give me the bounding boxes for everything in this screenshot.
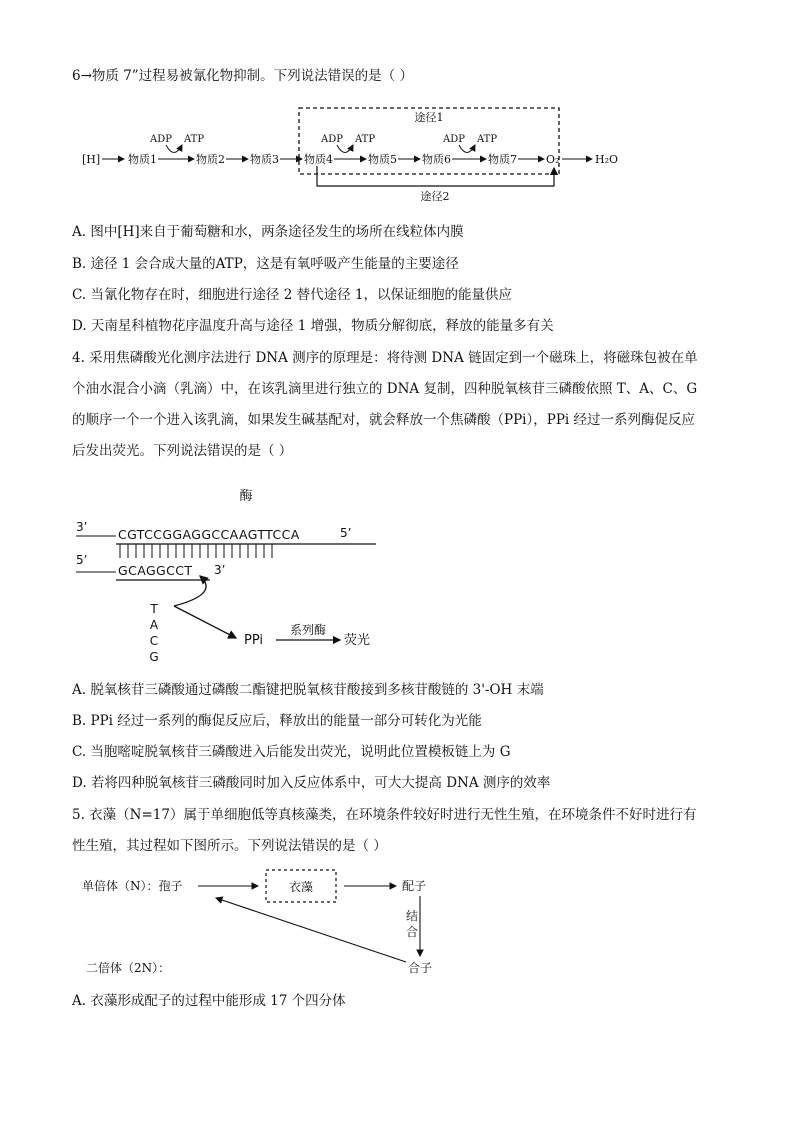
q4-stem-line1: 4. 采用焦磷酸光化测序法进行 DNA 测序的原理是：将待测 DNA 链固定到一个磁珠上，将磁珠包被在单 (72, 350, 698, 366)
pyrosequencing-diagram (70, 484, 400, 674)
o2-label: O₂ (546, 153, 560, 166)
substance1: 物质1 (128, 153, 157, 166)
chlamydomonas-life-cycle-diagram (70, 864, 470, 984)
diploid-label: 二倍体（2N）： (86, 961, 171, 975)
substance7: 物质7 (488, 153, 517, 166)
h-label: [H] (82, 153, 101, 166)
q3-option-c: C. 当氰化物存在时，细胞进行途径 2 替代途径 1，以保证细胞的能量供应 (72, 287, 512, 303)
adp-label-1: ADP (150, 134, 172, 145)
q5-stem-line1: 5. 衣藻（N=17）属于单细胞低等真核藻类，在环境条件较好时进行无性生殖，在环境条件不好时进行有 (72, 807, 697, 823)
ppi-label: PPi (244, 633, 264, 648)
primer-sequence: GCAGGCCT (118, 563, 193, 578)
q4-stem-line2: 个油水混合小滴（乳滴）中，在该乳滴里进行独立的 DNA 复制，四种脱氧核苷三磷酸依照 T、A、C、G (72, 381, 698, 397)
h2o-label: H₂O (595, 153, 619, 166)
chlamydomonas-label: 衣藻 (288, 880, 314, 894)
substance2: 物质2 (196, 153, 225, 166)
q3-option-a: A. 图中[H]来自于葡萄糖和水，两条途径发生的场所在线粒体内膜 (72, 224, 464, 240)
q3-option-d: D. 天南星科植物花序温度升高与途径 1 增强，物质分解彻底，释放的能量多有关 (72, 318, 554, 334)
nucleotide-g: G (149, 650, 159, 664)
q3-option-b: B. 途径 1 会合成大量的ATP，这是有氧呼吸产生能量的主要途径 (72, 256, 459, 272)
enzyme-label: 酶 (239, 489, 253, 504)
substance3: 物质3 (250, 153, 279, 166)
q5-stem-line2: 性生殖，其过程如下图所示。下列说法错误的是（ ） (72, 838, 387, 854)
substance6: 物质6 (422, 153, 451, 166)
question-intro: 6→物质 7”过程易被氰化物抑制。下列说法错误的是（ ） (72, 68, 413, 84)
q4-option-b: B. PPi 经过一系列的酶促反应后，释放出的能量一部分可转化为光能 (72, 713, 482, 729)
zygote-label: 合子 (408, 961, 433, 975)
bottom-strand-tail-label: 3’ (214, 563, 226, 577)
substance4: 物质4 (304, 153, 333, 166)
nucleotide-c: C (149, 634, 159, 648)
base-pair-ticks (120, 544, 272, 558)
q4-option-d: D. 若将四种脱氧核苷三磷酸同时加入反应体系中，可大大提高 DNA 测序的效率 (72, 775, 551, 791)
q4-option-c: C. 当胞嘧啶脱氧核苷三磷酸进入后能发出荧光，说明此位置模板链上为 G (72, 744, 511, 760)
nucleotide-a: A (149, 618, 159, 632)
substance5: 物质5 (368, 153, 397, 166)
atp-label-1: ATP (184, 134, 205, 145)
adp-label-2: ADP (321, 134, 343, 145)
combine-label-1: 结 (406, 909, 419, 923)
q4-stem-line3: 的顺序一个一个进入该乳滴，如果发生碱基配对，就会释放一个焦磷酸（PPi），PPi 经过一系列酶促反应 (72, 412, 696, 428)
pathway2-label: 途径2 (420, 190, 450, 203)
bottom-strand-end-label: 5’ (76, 553, 88, 567)
top-strand-end-label: 3’ (76, 520, 88, 534)
template-sequence: CGTCCGGAGGCCAAGTTCCA (118, 527, 300, 542)
atp-label-3: ATP (477, 134, 498, 145)
fluorescence-label: 荧光 (344, 633, 371, 648)
atp-label-2: ATP (355, 134, 376, 145)
q4-stem-line4: 后发出荧光。下列说法错误的是（ ） (72, 443, 293, 459)
adp-label-3: ADP (443, 134, 465, 145)
respiration-pathway-diagram (70, 100, 630, 210)
top-strand-tail-label: 5’ (340, 526, 352, 540)
series-enzyme-label: 系列酶 (289, 623, 327, 637)
combine-label-2: 合 (406, 925, 419, 939)
gamete-label: 配子 (402, 879, 427, 893)
pathway1-label: 途径1 (414, 111, 444, 124)
q5-option-a: A. 衣藻形成配子的过程中能形成 17 个四分体 (72, 993, 346, 1009)
nucleotide-t: T (150, 602, 158, 616)
haploid-spore-label: 单倍体（N）：孢子 (82, 879, 183, 893)
q4-option-a: A. 脱氧核苷三磷酸通过磷酸二酯键把脱氧核苷酸接到多核苷酸链的 3'-OH 末端 (72, 682, 544, 698)
